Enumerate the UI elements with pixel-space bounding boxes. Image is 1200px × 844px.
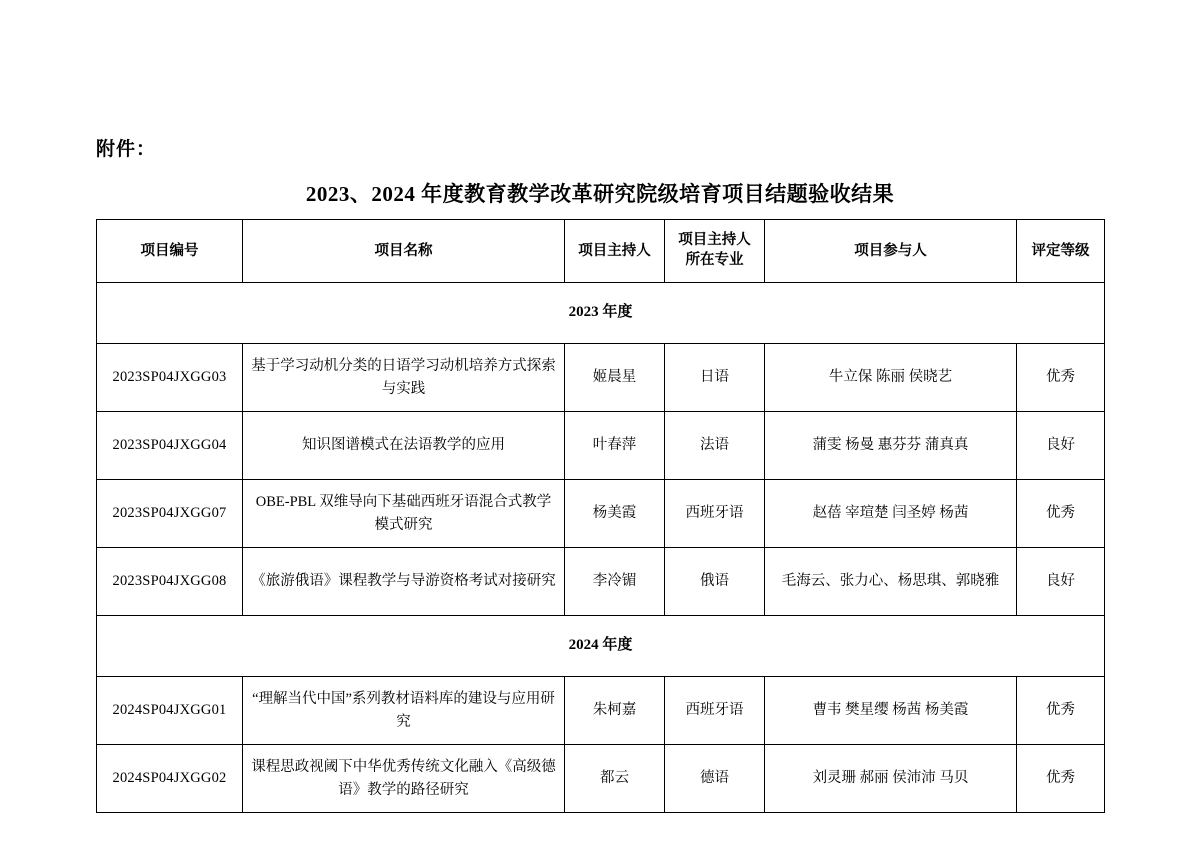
cell-leader: 杨美霞 bbox=[565, 480, 665, 548]
attachment-label: 附件： bbox=[96, 139, 157, 160]
cell-members: 牛立保 陈丽 侯晓艺 bbox=[765, 344, 1017, 412]
table-header bbox=[97, 220, 1105, 283]
cell-members: 蒲雯 杨曼 惠芬芬 蒲真真 bbox=[765, 412, 1017, 480]
cell-name: 基于学习动机分类的日语学习动机培养方式探索与实践 bbox=[243, 344, 565, 412]
page-title: 2023、2024 年度教育教学改革研究院级培育项目结题验收结果 bbox=[305, 182, 895, 206]
cell-leader: 朱柯嘉 bbox=[565, 677, 665, 745]
cell-name: OBE-PBL 双维导向下基础西班牙语混合式教学模式研究 bbox=[243, 480, 565, 548]
table-row bbox=[97, 344, 1105, 412]
cell-major: 法语 bbox=[665, 412, 765, 480]
cell-grade: 优秀 bbox=[1017, 344, 1105, 412]
table-row bbox=[97, 480, 1105, 548]
cell-grade: 优秀 bbox=[1017, 677, 1105, 745]
column-header-major-line2: 所在专业 bbox=[685, 252, 744, 268]
cell-major: 日语 bbox=[665, 344, 765, 412]
column-header-grade: 评定等级 bbox=[1017, 220, 1105, 283]
section-year-label: 2023 年度 bbox=[97, 283, 1105, 344]
results-table bbox=[96, 219, 1105, 813]
table-row bbox=[97, 677, 1105, 745]
cell-name: 课程思政视阈下中华优秀传统文化融入《高级德语》教学的路径研究 bbox=[243, 745, 565, 813]
cell-major: 西班牙语 bbox=[665, 480, 765, 548]
cell-members: 赵蓓 宰瑄楚 闫圣婷 杨茜 bbox=[765, 480, 1017, 548]
cell-members: 曹韦 樊星缨 杨茜 杨美霞 bbox=[765, 677, 1017, 745]
cell-members: 刘灵珊 郝丽 侯沛沛 马贝 bbox=[765, 745, 1017, 813]
cell-leader: 姬晨星 bbox=[565, 344, 665, 412]
column-header-major-line1: 项目主持人 bbox=[678, 232, 751, 249]
cell-code: 2023SP04JXGG08 bbox=[97, 548, 243, 616]
cell-leader: 都云 bbox=[565, 745, 665, 813]
section-year-label: 2024 年度 bbox=[97, 616, 1105, 677]
table-body bbox=[97, 283, 1105, 813]
cell-code: 2024SP04JXGG02 bbox=[97, 745, 243, 813]
cell-code: 2023SP04JXGG07 bbox=[97, 480, 243, 548]
cell-grade: 优秀 bbox=[1017, 745, 1105, 813]
cell-name: 知识图谱模式在法语教学的应用 bbox=[243, 412, 565, 480]
cell-grade: 优秀 bbox=[1017, 480, 1105, 548]
cell-leader: 叶春萍 bbox=[565, 412, 665, 480]
section-year-row bbox=[97, 283, 1105, 344]
cell-major: 德语 bbox=[665, 745, 765, 813]
cell-name: 《旅游俄语》课程教学与导游资格考试对接研究 bbox=[243, 548, 565, 616]
cell-code: 2024SP04JXGG01 bbox=[97, 677, 243, 745]
column-header-members: 项目参与人 bbox=[765, 220, 1017, 283]
column-header-leader: 项目主持人 bbox=[565, 220, 665, 283]
cell-name: “理解当代中国”系列教材语料库的建设与应用研究 bbox=[243, 677, 565, 745]
cell-members: 毛海云、张力心、杨思琪、郭晓雅 bbox=[765, 548, 1017, 616]
cell-code: 2023SP04JXGG04 bbox=[97, 412, 243, 480]
section-year-row bbox=[97, 616, 1105, 677]
table-row bbox=[97, 745, 1105, 813]
cell-grade: 良好 bbox=[1017, 548, 1105, 616]
table-header-row bbox=[97, 220, 1105, 283]
cell-leader: 李冷镅 bbox=[565, 548, 665, 616]
column-header-name: 项目名称 bbox=[243, 220, 565, 283]
cell-code: 2023SP04JXGG03 bbox=[97, 344, 243, 412]
table-row bbox=[97, 548, 1105, 616]
cell-major: 俄语 bbox=[665, 548, 765, 616]
table-row bbox=[97, 412, 1105, 480]
column-header-code: 项目编号 bbox=[97, 220, 243, 283]
cell-grade: 良好 bbox=[1017, 412, 1105, 480]
column-header-major bbox=[665, 220, 765, 283]
cell-major: 西班牙语 bbox=[665, 677, 765, 745]
